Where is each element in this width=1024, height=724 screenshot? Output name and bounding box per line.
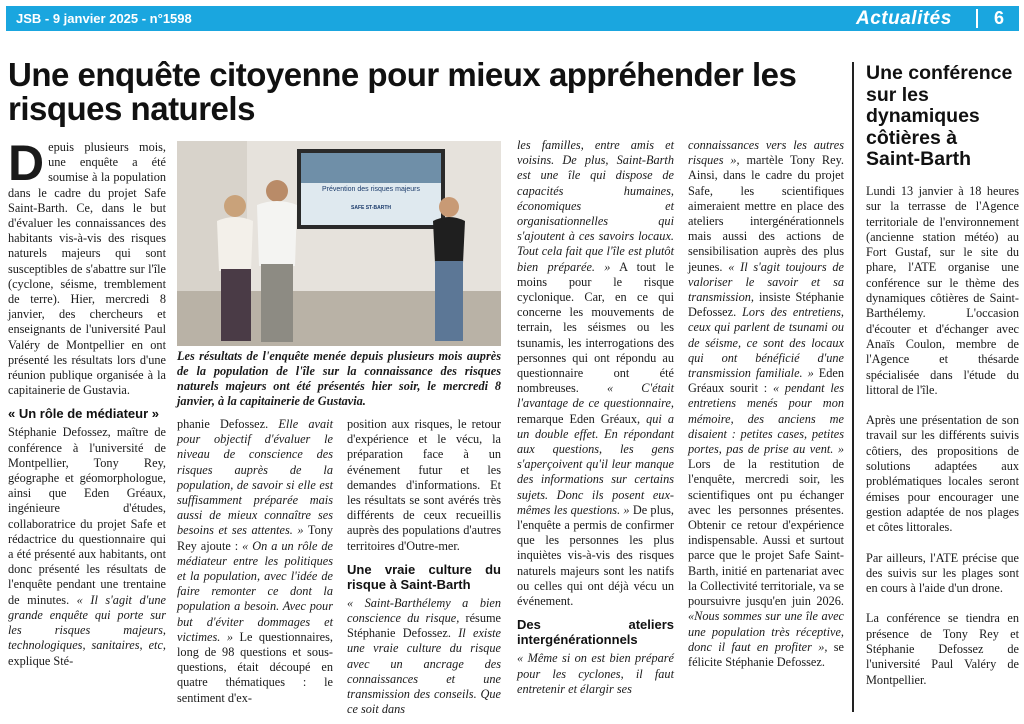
header-divider <box>976 9 978 28</box>
section-title: Actualités <box>856 8 952 29</box>
subheading-mediateur: « Un rôle de médiateur » <box>8 406 159 422</box>
article-photo <box>177 141 501 346</box>
sidebar-body <box>866 184 1019 703</box>
page-number: 6 <box>994 8 1005 28</box>
article-column-4: les familles, entre amis et voisins. De plus, Saint-Barth est une île qui dispose de capacités humaines, économiques et organisationnelles qui s'ajoutent à ces savoirs locaux. Tout cela fait que l'île est plutôt bien préparée. » A tout le moins pour le risque cyclonique. Car, en ce qui concerne les mouvements de terrain, les séismes ou les tsunamis, les interrogations des personnes qui ont répondu au questionnaire ont été nombreuses. « C'était l'avantage de ce questionnaire, remarque Eden Gréaux, qui a un double effet. En répondant aux questions, les gens s'aperçoivent qu'il leur manque des informations sur certains sujets. Donc ils posent eux-mêmes les questions. » De plus, l'enquête a permis de confirmer que les personnes les plus inquiètes vis-à-vis des risques naturels majeurs sont les natifs ou celles qui ont déjà vécu un événement. Des ateliers intergénérationnels « Même si on est bien préparé pour les cyclones, il faut entretenir et élargir ses <box>517 138 675 696</box>
article-intro: Depuis plusieurs mois, une enquête a été soumise à la population dans le cadre du projet Safe Saint-Barth. Ce, dans le but d'évaluer les connaissances des habitants vis-à-vis des risques naturels majeurs qui sont susceptibles de s'abattre sur l'île (cyclone, séisme, tremblement de terre). Hier, mercredi 8 janvier, des chercheurs et enseignants de l'université Paul Valéry de Montpellier en ont présenté les résultats lors d'une réunion publique organisée à la capitainerie de Gustavia. <box>8 135 166 398</box>
article-headline: Une enquête citoyenne pour mieux appréhender les risques naturels <box>8 56 797 127</box>
article-column-5: connaissances vers les autres risques », martèle Tony Rey. Ainsi, dans le cadre du projet Safe, les scientifiques aimeraient mettre en place des ateliers intergénérationnels mais aussi des actions de sensibilisation auprès des plus jeunes. « Il s'agit toujours de valoriser le savoir et sa transmission, insiste Stéphanie Defossez. Lors des entretiens, ceux qui parlent de tsunami ou de séisme, ce sont des locaux qui ont bénéficié d'une transmission familiale. » Eden Gréaux sourit : « pendant les entretiens menés pour mon mémoire, des anciens me disaient : petites cases, petites portes, pas de prise au vent. » Lors de la restitution de l'enquête, mercredi soir, les scientifiques ont pu échanger avec les personnes présentes. Obtenir ce retour d'expérience indispensable. Aussi et surtout parce que le projet Safe Saint-Barth, initié en partenariat avec la Collectivité territoriale, va se poursuivre jusqu'en juin 2026. «Nous sommes sur une île avec une population très réceptive, donc il faut en profiter », se félicite Stéphanie Defossez. <box>688 138 844 669</box>
screen-title: Prévention des risques majeurs <box>321 186 421 193</box>
photo-caption: Les résultats de l'enquête menée depuis plusieurs mois auprès de la population de l'île sur la connaissance des risques naturels majeurs ont été présentés hier soir, le mercredi 8 janvier, à la capitainerie de Gustavia. <box>177 349 501 408</box>
subheading-ateliers: Des ateliers intergénérationnels <box>517 617 674 648</box>
issue-info: JSB - 9 janvier 2025 - n°1598 <box>16 11 192 26</box>
screen-logo: SAFE ST-BARTH <box>351 205 391 211</box>
page-header-bar <box>6 6 1019 31</box>
sidebar-title: Une conférence sur les dynamiques côtières à Saint-Barth <box>866 62 1013 170</box>
article-column-2: phanie Defossez. Elle avait pour objectif d'évaluer le niveau de conscience des risques auprès de la population, de savoir si elle est suffisamment préparée mais aussi de mieux connaître ses besoins et ses attentes. » Tony Rey ajoute : « On a un rôle de médiateur entre les politiques et la population, avec l'idée de faire remonter ce dont la population a besoin. Avec pour but d'éviter dommages et victimes. » Le questionnaires, long de 98 questions et sous-questions, était découpé en quatre thématiques : le sentiment d'ex- <box>177 417 334 705</box>
sidebar-paragraph: Lundi 13 janvier à 18 heures sur la terrasse de l'Agence territoriale de l'environnement (ancienne station météo) au Fort Gustaf, sur le site du phare, l'ATE organise une conférence sur le thème des dynamiques côtières de Saint-Barthélemy. L'occasion d'écouter et d'échanger avec Anaïs Coulon, membre de l'Agence et thésarde spécialisée dans l'étude du littoral de l'île. <box>866 184 1019 397</box>
drop-cap: D <box>8 135 45 191</box>
sidebar-paragraph: Par ailleurs, l'ATE précise que des suivis sur les plages sont en cours à l'aide d'un drone. <box>866 550 1019 596</box>
subheading-culture-risque: Une vraie culture du risque à Saint-Barth <box>347 561 501 592</box>
photo-illustration <box>177 141 501 346</box>
sidebar-divider <box>852 62 854 712</box>
sidebar-paragraph: Après une présentation de son travail sur les différents suivis côtiers, des propositions de solutions adaptées aux problématiques locales seront émises pour encourager une gestion adaptée de nos plages et côtes littorales. <box>866 413 1019 535</box>
article-column-3: position aux risques, le retour d'expérience et le vécu, la préparation face à un événement futur et les demandes d'informations. Et les résultats se sont avérés très différents de ceux recueillis auprès des populations d'autres territoires d'Outre-mer. Une vraie culture du risque à Saint-Barth « Saint-Barthélemy a bien conscience du risque, résume Stéphanie Defossez. Il existe une vraie culture du risque avec un ancrage des connaissances et une transmission des conseils. Que ce soit dans <box>347 417 501 717</box>
article-column-1 <box>8 135 166 669</box>
sidebar-paragraph: La conférence se tiendra en présence de Tony Rey et Stéphanie Defossez de l'université Paul Valéry de Montpellier. <box>866 611 1019 687</box>
article-paragraph: Stéphanie Defossez, maître de conférence à l'université de Montpellier, Tony Rey, géographe et géomorphologue, ainsi que Eden Gréaux, ingénieure d'études, collaboratrice du projet Safe et rédactrice du questionnaire qui a été présenté aux habitants, ont donc présenté les résultats de l'enquête pendant une trentaine de minutes. « Il s'agit d'une grande enquête qui porte sur les risques majeurs, technologiques, sanitaires, etc, explique Sté- <box>8 425 166 668</box>
